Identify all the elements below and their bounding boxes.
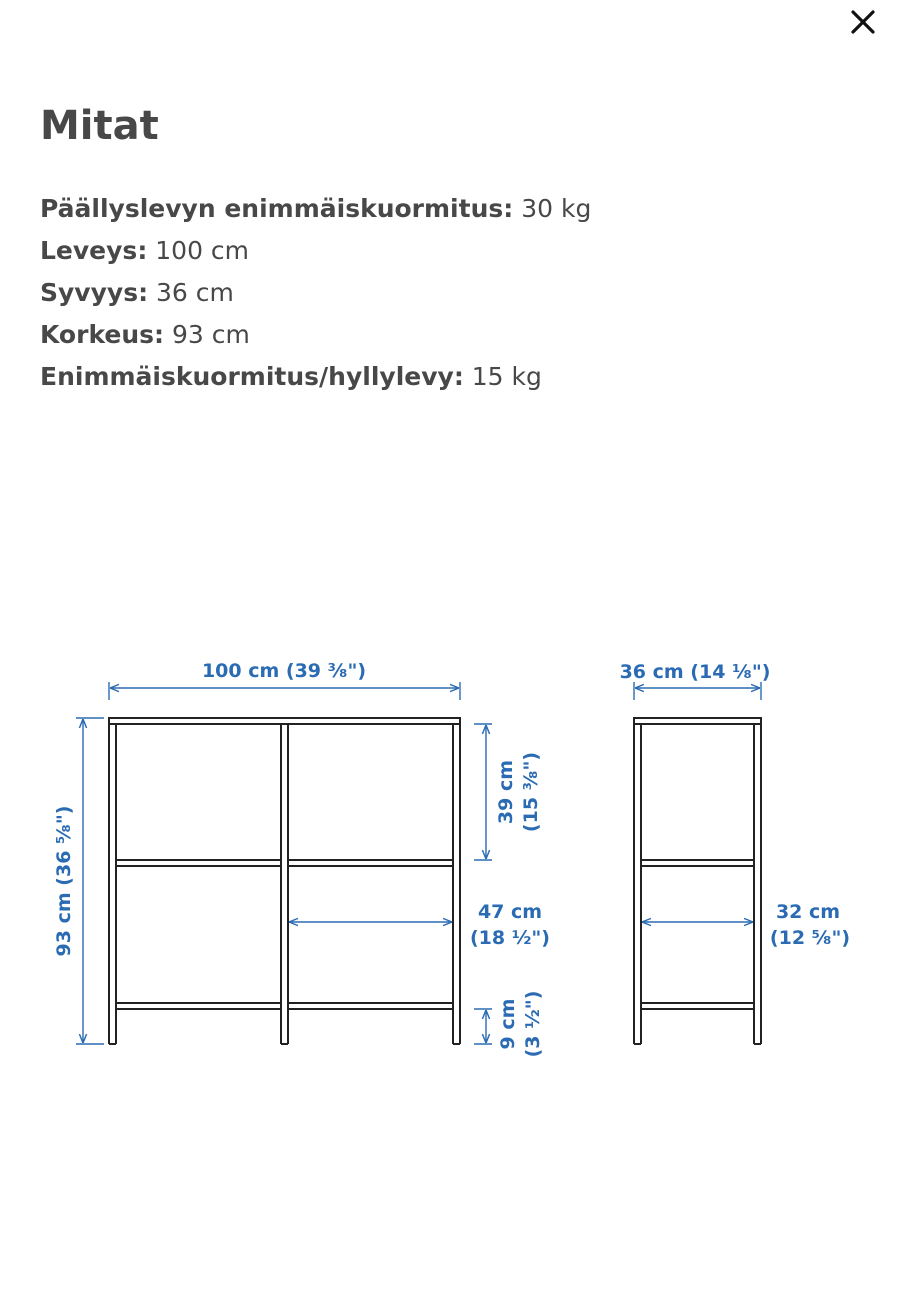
depth-label: 36 cm (14 ¹⁄₈")	[619, 661, 771, 683]
spec-label: Leveys:	[40, 236, 148, 265]
spec-depth	[40, 272, 591, 314]
page-title: Mitat	[40, 103, 159, 149]
inner-depth-label-2: (12 ⁵⁄₈")	[769, 927, 851, 949]
spec-label: Päällyslevyn enimmäiskuormitus:	[40, 194, 514, 223]
front-view	[109, 718, 460, 1044]
spec-label: Korkeus:	[40, 320, 165, 349]
spec-value: 30 kg	[521, 194, 592, 223]
spec-value: 100 cm	[155, 236, 250, 265]
spec-height	[40, 314, 591, 356]
inner-width-label-1: 47 cm	[477, 901, 543, 923]
spec-shelf-load	[40, 356, 591, 398]
dimension-lines	[76, 682, 761, 1044]
inner-depth-label-1: 32 cm	[775, 901, 841, 923]
top-compartment-label-1: 39 cm	[495, 759, 517, 825]
top-compartment-label-2: (15 ³⁄₈")	[520, 751, 542, 833]
close-button[interactable]	[845, 4, 881, 40]
width-label: 100 cm (39 ³⁄₈")	[201, 660, 367, 682]
close-icon	[845, 4, 881, 40]
inner-width-label-2: (18 ½")	[470, 927, 550, 949]
spec-top-load	[40, 188, 591, 230]
spec-list	[40, 188, 591, 398]
leg-height-label-2: (3 ½")	[522, 990, 544, 1058]
spec-label: Enimmäiskuormitus/hyllylevy:	[40, 362, 464, 391]
spec-value: 36 cm	[156, 278, 234, 307]
height-label: 93 cm (36 ⁵⁄₈")	[53, 805, 75, 957]
spec-value: 15 kg	[471, 362, 542, 391]
spec-value: 93 cm	[171, 320, 250, 349]
leg-height-label-1: 9 cm	[497, 998, 519, 1050]
side-view	[634, 718, 761, 1044]
spec-label: Syvyys:	[40, 278, 149, 307]
spec-width	[40, 230, 591, 272]
dimension-drawing	[0, 640, 909, 1080]
